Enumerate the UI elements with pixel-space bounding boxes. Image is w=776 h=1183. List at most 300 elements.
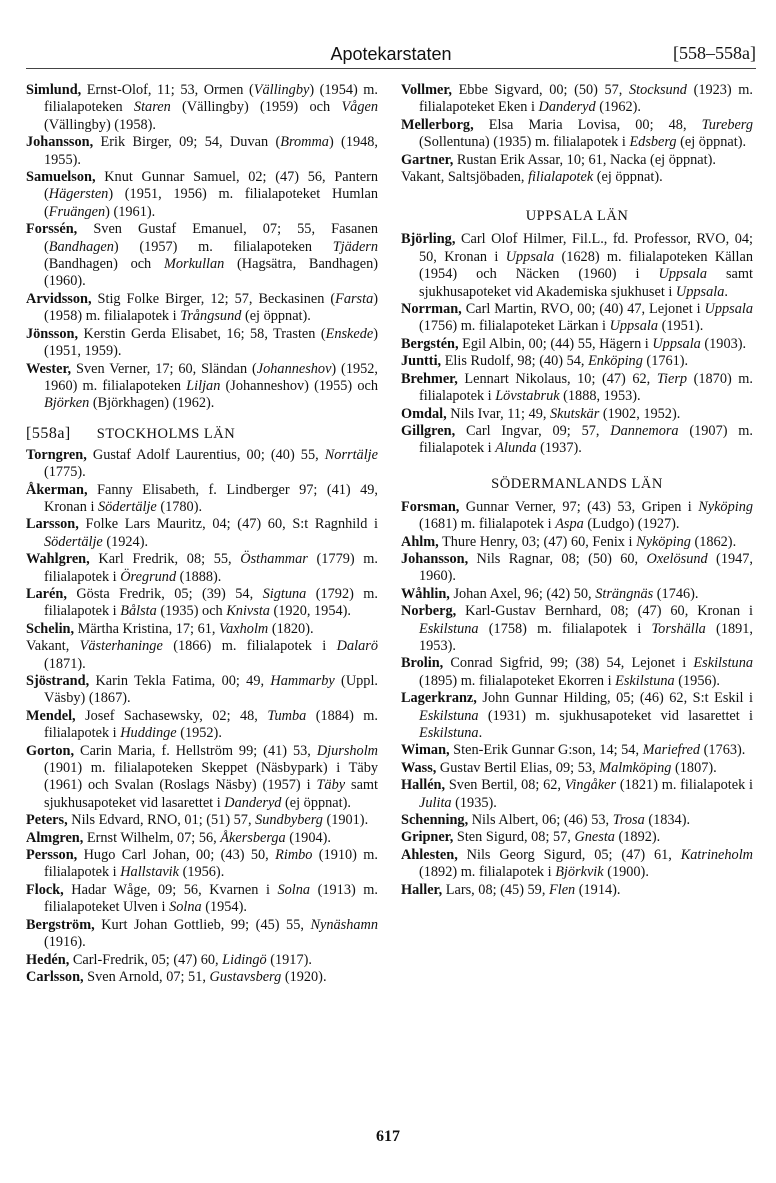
entry-place: Uppsala (658, 266, 707, 283)
entry-text: (Ludgo) (1927). (583, 516, 680, 533)
entry-text: (1935) och (156, 603, 227, 620)
entry-surname: Haller, (401, 881, 443, 898)
entry-place: Södertälje (98, 498, 157, 515)
entry-text: Knut Gunnar Samuel, 02; (47) 56, Pantern ( (44, 169, 378, 203)
entry-place: Knivsta (226, 603, 270, 620)
entry-surname: Bergstén, (401, 335, 459, 352)
register-entry (26, 482, 378, 517)
entry-text: (1892). (614, 829, 661, 846)
entry-text: (1888, 1953). (559, 388, 641, 405)
entry-place: Uppsala (675, 283, 725, 300)
entry-text: (1834). (644, 812, 691, 829)
entry-place: Bålsta (120, 603, 157, 620)
entry-text: (1954). (201, 899, 247, 916)
entry-place: Fruängen (48, 203, 106, 220)
county-name: STOCKHOLMS LÄN (96, 425, 236, 442)
entry-place: Julita (419, 794, 452, 811)
entry-place: Vällingby (253, 82, 310, 98)
section-marker: [558a] (26, 424, 71, 442)
register-entry (401, 152, 753, 169)
entry-place: Tjädern (332, 238, 378, 255)
entry-surname: Gorton, (26, 742, 75, 759)
entry-text: (1952). (176, 725, 222, 742)
register-entry (401, 829, 753, 846)
entry-text: (Johanneshov) (1955) och (220, 377, 378, 394)
entry-place: Uppsala (609, 318, 659, 335)
register-entry (26, 638, 378, 673)
entry-text: Karl-Gustav Bernhard, 08; (47) 60, Kronan i (456, 603, 753, 620)
entry-surname: Torngren, (26, 446, 87, 463)
register-entry (401, 301, 753, 336)
entry-surname: Lagerkranz, (401, 690, 477, 707)
entry-place: Östhammar (240, 551, 308, 568)
entry-surname: Samuelson, (26, 169, 96, 186)
entry-text: Nils Ragnar, 08; (50) 60, (468, 550, 647, 567)
entry-text: samt sjukhusapoteket vid Akademiska sjukhuset i (419, 266, 753, 300)
entry-place: Hallstavik (120, 864, 179, 881)
entry-place: Gnesta (574, 829, 615, 846)
entry-text: ) (1948, 1955). (44, 134, 378, 168)
entry-place: Vågen (341, 99, 378, 116)
entry-text: Ernst-Olof, 11; 53, Ormen ( (81, 82, 254, 98)
entry-surname: Brolin, (401, 655, 444, 672)
entry-surname: Omdal, (401, 405, 447, 422)
register-entry (26, 291, 378, 326)
entry-place: Djursholm (316, 742, 378, 759)
entry-place: Björkvik (555, 864, 604, 881)
entry-text: (1763). (700, 742, 746, 759)
entry-place: Morkullan (163, 256, 225, 273)
entry-surname: Åkerman, (26, 481, 88, 498)
entry-text: ) (1951, 1956) m. filialapoteket Humlan ( (44, 186, 378, 220)
entry-surname: Bergström, (26, 916, 95, 933)
entry-text: Vakant, (26, 638, 80, 655)
entry-text: (1792) m. filialapotek i (44, 585, 378, 620)
register-entry (26, 673, 378, 708)
entry-text: (1900). (603, 864, 649, 881)
entry-text: Carin Maria, f. Hellström 99; (41) 53, (74, 742, 317, 759)
entry-text: (1758) m. filialapotek i (478, 620, 652, 637)
entry-text: ) (1952, 1960) m. filialapoteken (44, 360, 378, 394)
entry-text: (Vällingby) (1958). (44, 116, 156, 133)
entry-place: Trångsund (180, 308, 242, 325)
register-entry (401, 551, 753, 586)
entry-surname: Norberg, (401, 603, 457, 620)
entry-text: . (724, 283, 728, 300)
entry-surname: Wiman, (401, 742, 450, 759)
entry-text: Conrad Sigfrid, 99; (38) 54, Lejonet i (443, 655, 694, 672)
entry-surname: Johansson, (401, 550, 469, 567)
register-entry (26, 82, 378, 134)
entry-surname: Wåhlin, (401, 585, 450, 602)
entry-place: Eskilstuna (693, 655, 753, 672)
entry-place: Edsberg (629, 134, 677, 151)
entry-surname: Persson, (26, 847, 78, 864)
entry-text: (Hagsätra, Bandhagen) (1960). (44, 256, 378, 290)
entry-text: (1892) m. filialapotek i (419, 864, 556, 881)
entry-place: Uppsala (704, 301, 753, 318)
entry-surname: Wass, (401, 759, 437, 776)
entry-text: (Vällingby) (1959) och (170, 99, 342, 116)
entry-text: (1937). (536, 440, 582, 457)
entry-text: Lars, 08; (45) 59, (442, 881, 549, 898)
entry-surname: Brehmer, (401, 370, 458, 387)
section-code: [558–558a] (673, 43, 756, 63)
register-entry (26, 169, 378, 221)
entry-place: Solna (169, 899, 202, 916)
entry-text: (1870) m. filialapotek i (419, 370, 753, 405)
register-entry (26, 134, 378, 169)
entry-place: Aspa (555, 516, 584, 533)
entry-text: Karin Tekla Fatima, 00; 49, (89, 673, 271, 689)
entry-text: Sven Gustaf Emanuel, 07; 55, Fasanen ( (44, 221, 378, 255)
entry-text: (1901) m. filialapoteken Skeppet (Näsbypark) i Täby (1961) och Svalan (Roslags Näsby) (1957) i (44, 760, 378, 794)
entry-surname: Schenning, (401, 812, 469, 829)
register-entry (401, 812, 753, 829)
entry-text: (1756) m. filialapoteket Lärkan i (419, 318, 610, 335)
entry-text: Sven Arnold, 07; 51, (83, 968, 210, 985)
entry-text: Stig Folke Birger, 12; 57, Beckasinen ( (91, 290, 336, 307)
entry-place: Nyköping (636, 533, 691, 550)
register-entry (26, 743, 378, 813)
register-entry (401, 586, 753, 603)
entry-surname: Larsson, (26, 516, 79, 533)
entry-text: (1907) m. filialapotek i (419, 422, 753, 457)
entry-surname: Arvidsson, (26, 290, 92, 307)
entry-text: Sven Verner, 17; 60, Sländan ( (71, 360, 257, 377)
entry-text: (1951). (658, 318, 704, 335)
entry-text: ) (1951, 1959). (44, 325, 378, 360)
register-entry (401, 336, 753, 353)
register-entry (401, 169, 753, 186)
entry-text: Kerstin Gerda Elisabet, 16; 58, Trasten ( (78, 325, 326, 342)
entry-surname: Larén, (26, 585, 67, 602)
entry-place: Rimbo (275, 847, 313, 864)
entry-place: Åkersberga (220, 829, 286, 846)
entry-place: Eskilstuna (615, 672, 675, 689)
register-entry (401, 82, 753, 117)
entry-text: (1862). (690, 533, 737, 550)
entry-surname: Jönsson, (26, 325, 79, 342)
entry-text: (1903). (700, 335, 747, 352)
entry-text: John Gunnar Hilding, 05; (46) 62, S:t Eskil i (476, 690, 753, 707)
county-heading (26, 425, 378, 443)
register-entry (26, 917, 378, 952)
entry-text: Thure Henry, 03; (47) 60, Fenix i (438, 533, 637, 550)
entry-place: Hägersten (48, 186, 109, 203)
entry-text: Sten Sigurd, 08; 57, (453, 829, 575, 846)
entry-text: (1923) m. filialapoteket Eken i (419, 82, 753, 116)
entry-place: Enskede (325, 325, 374, 342)
entry-place: Solna (277, 881, 311, 898)
register-entry (401, 117, 753, 152)
register-entry (26, 952, 378, 969)
entry-place: Tureberg (701, 116, 753, 133)
entry-text: (1913) m. filialapoteket Ulven i (44, 881, 378, 916)
entry-place: Täby (316, 777, 346, 794)
entry-text: ) (1957) m. filialapoteken (113, 238, 333, 255)
entry-surname: Wester, (26, 360, 72, 377)
entry-surname: Carlsson, (26, 968, 84, 985)
entry-text: (ej öppnat). (241, 308, 311, 325)
register-entry (401, 603, 753, 655)
entry-text: Lennart Nikolaus, 10; (47) 62, (457, 370, 657, 387)
entry-text: (1917). (266, 951, 312, 968)
entry-place: Enköping (588, 353, 643, 370)
entry-surname: Mendel, (26, 707, 76, 724)
entry-text: ) (1961). (105, 203, 156, 220)
entry-text: Nils Albert, 06; (46) 53, (468, 812, 613, 829)
entry-surname: Hallén, (401, 777, 446, 794)
register-entry (26, 882, 378, 917)
register-entry (26, 812, 378, 829)
entry-text: (ej öppnat). (593, 169, 663, 186)
entry-text: Gösta Fredrik, 05; (39) 54, (66, 585, 263, 602)
register-entry (401, 882, 753, 899)
entry-place: Danderyd (538, 99, 596, 116)
entry-place: Lövstabruk (495, 388, 560, 405)
entry-text: Gustav Bertil Elias, 09; 53, (436, 759, 600, 776)
entry-text: (Björkhagen) (1962). (89, 395, 215, 412)
right-column (401, 82, 753, 899)
entry-text: (1807). (671, 759, 717, 776)
page-number: 617 (376, 1128, 400, 1145)
entry-text: samt sjukhusapoteket vid lasarettet i (44, 777, 379, 811)
entry-surname: Vollmer, (401, 82, 452, 98)
running-title: Apotekarstaten (330, 44, 452, 64)
entry-place: Staren (133, 99, 171, 116)
entry-text: (1780). (156, 498, 203, 515)
entry-text: Sven Bertil, 08; 62, (445, 777, 565, 794)
entry-place: Björken (44, 395, 90, 412)
entry-text: (1775). (44, 464, 86, 481)
entry-text: Kurt Johan Gottlieb, 99; (45) 55, (94, 916, 311, 933)
entry-text: Nils Ivar, 11; 49, (446, 405, 551, 422)
entry-text: (1904). (285, 829, 331, 846)
page-header (26, 38, 756, 69)
entry-place: Dannemora (610, 422, 679, 439)
entry-place: Dalarö (336, 638, 378, 655)
entry-surname: Hedén, (26, 951, 70, 968)
register-entry (26, 516, 378, 551)
entry-text: (ej öppnat). (281, 794, 351, 811)
entry-text: Rustan Erik Assar, 10; 61, Nacka (ej öppnat). (453, 151, 716, 168)
entry-text: (1866) m. filialapotek i (162, 638, 337, 655)
register-entry (26, 551, 378, 586)
entry-text: (1910) m. filialapotek i (44, 847, 378, 881)
entry-text: . (478, 725, 483, 741)
register-entry (401, 231, 753, 301)
entry-text: (1916). (44, 934, 86, 951)
entry-text: Nils Edvard, RNO, 01; (51) 57, (67, 812, 256, 829)
entry-surname: Mellerborg, (401, 116, 474, 133)
entry-surname: Gripner, (401, 829, 454, 846)
entry-place: Flen (548, 881, 576, 898)
entry-text: Nils Georg Sigurd, 05; (47) 61, (457, 846, 681, 863)
register-entry (26, 586, 378, 621)
entry-text: (ej öppnat). (676, 134, 747, 151)
register-entry (26, 447, 378, 482)
entry-place: Danderyd (224, 794, 282, 811)
entry-surname: Ahlesten, (401, 846, 458, 863)
entry-text: (1901). (322, 812, 369, 829)
entry-text: Erik Birger, 09; 54, Duvan ( (93, 134, 281, 151)
entry-text: (1888). (176, 568, 222, 585)
entry-text: Fanny Elisabeth, f. Lindberger 97; (41) 49, Kronan i (44, 481, 378, 515)
entry-place: Johanneshov (256, 360, 332, 377)
register-entry (26, 326, 378, 361)
entry-text: (1935). (451, 794, 497, 811)
entry-text: (1914). (575, 881, 621, 898)
entry-text: Carl Martin, RVO, 00; (40) 47, Lejonet i (461, 301, 705, 318)
entry-place: Vaxholm (219, 620, 269, 637)
entry-surname: Forsman, (401, 498, 460, 515)
entry-place: Nyköping (698, 498, 753, 515)
entry-text: (1902, 1952). (599, 405, 681, 422)
entry-text: Carl-Fredrik, 05; (47) 60, (69, 951, 223, 968)
entry-text: Vakant, Saltsjöbaden, (401, 169, 529, 186)
entry-text: (1924). (102, 533, 149, 550)
entry-text: ) (1954) m. filialapoteken (44, 82, 378, 116)
entry-text: Ebbe Sigvard, 00; (50) 57, (451, 82, 629, 98)
entry-text: Sten-Erik Gunnar G:son, 14; 54, (449, 742, 643, 759)
entry-place: Nynäshamn (310, 916, 378, 933)
register-entry (401, 742, 753, 759)
entry-surname: Norrman, (401, 301, 462, 318)
register-entry (401, 777, 753, 812)
register-entry (401, 353, 753, 370)
entry-place: filialapotek (528, 169, 594, 186)
register-entry (401, 847, 753, 882)
entry-place: Stocksund (628, 82, 687, 98)
register-entry (401, 690, 753, 742)
register-entry (26, 221, 378, 291)
entry-place: Tumba (267, 707, 307, 724)
entry-surname: Forssén, (26, 221, 78, 238)
entry-text: Elsa Maria Lovisa, 00; 48, (473, 116, 702, 133)
entry-surname: Gartner, (401, 151, 454, 168)
register-entry (401, 423, 753, 458)
entry-place: Gustavsberg (209, 968, 282, 985)
register-entry (26, 830, 378, 847)
entry-text: (1628) m. filialapoteken Källan (1954) och Näcken (1960) i (419, 248, 753, 283)
register-entry (26, 847, 378, 882)
entry-text: Gustaf Adolf Laurentius, 00; (40) 55, (86, 446, 325, 463)
entry-text: (1956). (674, 672, 720, 689)
entry-place: Torshälla (651, 620, 706, 637)
entry-text: (1779) m. filialapotek i (44, 551, 378, 585)
register-entry (401, 760, 753, 777)
entry-text: Carl Ingvar, 09; 57, (455, 422, 611, 439)
entry-text: (1761). (642, 353, 689, 370)
entry-text: Elis Rudolf, 98; (40) 54, (441, 353, 589, 370)
register-entry (26, 969, 378, 986)
entry-place: Eskilstuna (419, 707, 479, 724)
page (26, 38, 756, 985)
entry-place: Strängnäs (595, 585, 654, 602)
entry-text: Folke Lars Mauritz, 04; (47) 60, S:t Ragnhild i (78, 516, 378, 533)
entry-place: Malmköping (599, 759, 672, 776)
entry-text: Carl Olof Hilmer, Fil.L., fd. Professor, RVO, 04; 50, Kronan i (419, 231, 753, 265)
entry-place: Lidingö (222, 951, 267, 968)
register-entry (401, 406, 753, 423)
entry-text: (1681) m. filialapotek i (419, 516, 556, 533)
entry-place: Uppsala (505, 248, 555, 265)
entry-place: Farsta (335, 290, 374, 307)
county-heading: UPPSALA LÄN (525, 208, 629, 225)
entry-place: Öregrund (120, 568, 177, 585)
entry-place: Norrtälje (324, 446, 378, 463)
entry-surname: Juntti, (401, 353, 442, 370)
register-entry (26, 708, 378, 743)
entry-text: (Bandhagen) och (44, 256, 164, 273)
entry-place: Hammarby (270, 673, 335, 689)
entry-place: Liljan (186, 377, 221, 394)
entry-surname: Wahlgren, (26, 551, 90, 568)
entry-text: (Uppl. Väsby) (1867). (44, 673, 378, 707)
entry-surname: Björling, (401, 231, 456, 248)
entry-text: (1920). (281, 968, 327, 985)
register-entry (401, 371, 753, 406)
entry-surname: Flock, (26, 881, 64, 898)
entry-text: (1746). (653, 585, 699, 602)
entry-text: (1821) m. filialapotek i (616, 777, 753, 794)
entry-surname: Ahlm, (401, 533, 439, 550)
entry-place: Mariefred (642, 742, 701, 759)
entry-text: (1895) m. filialapoteket Ekorren i (419, 672, 616, 689)
entry-text: Egil Albin, 00; (44) 55, Hägern i (458, 335, 653, 352)
entry-text: Karl Fredrik, 08; 55, (89, 551, 241, 568)
register-entry (401, 655, 753, 690)
entry-text: (1962). (595, 99, 641, 116)
entry-text: Ernst Wilhelm, 07; 56, (83, 829, 221, 846)
register-entry (401, 534, 753, 551)
entry-place: Tierp (656, 370, 688, 387)
entry-text: (1820). (268, 620, 314, 637)
entry-surname: Schelin, (26, 620, 75, 637)
entry-surname: Peters, (26, 812, 68, 829)
entry-place: Södertälje (44, 533, 103, 550)
entry-text: (1947, 1960). (419, 550, 753, 585)
entry-text: Josef Sachasewsky, 02; 48, (75, 707, 268, 724)
entry-place: Bandhagen (48, 238, 114, 255)
entry-place: Skutskär (550, 405, 600, 422)
entry-surname: Sjöstrand, (26, 673, 90, 689)
entry-place: Oxelösund (646, 550, 708, 567)
entry-text: Gunnar Verner, 97; (43) 53, Gripen i (459, 498, 699, 515)
register-entry (26, 621, 378, 638)
entry-place: Huddinge (120, 725, 177, 742)
entry-place: Trosa (612, 812, 645, 829)
entry-text: (1956). (179, 864, 225, 881)
entry-place: Uppsala (652, 335, 701, 352)
entry-place: Sundbyberg (255, 812, 323, 829)
entry-place: Alunda (495, 440, 537, 457)
entry-text: (1920, 1954). (269, 603, 351, 620)
entry-place: Eskilstuna (419, 620, 479, 637)
register-entry (401, 499, 753, 534)
entry-text: (1891, 1953). (419, 620, 753, 654)
entry-place: Västerhaninge (79, 638, 163, 655)
entry-text: (1931) m. sjukhusapoteket vid lasarettet i (478, 707, 753, 724)
entry-text: Märtha Kristina, 17; 61, (74, 620, 220, 637)
county-heading: SÖDERMANLANDS LÄN (491, 475, 663, 492)
entry-place: Sigtuna (262, 585, 307, 602)
entry-text: Hadar Wåge, 09; 56, Kvarnen i (63, 881, 278, 898)
entry-place: Katrineholm (680, 846, 753, 863)
left-column (26, 82, 378, 986)
entry-text: (Sollentuna) (1935) m. filialapotek i (419, 134, 630, 151)
